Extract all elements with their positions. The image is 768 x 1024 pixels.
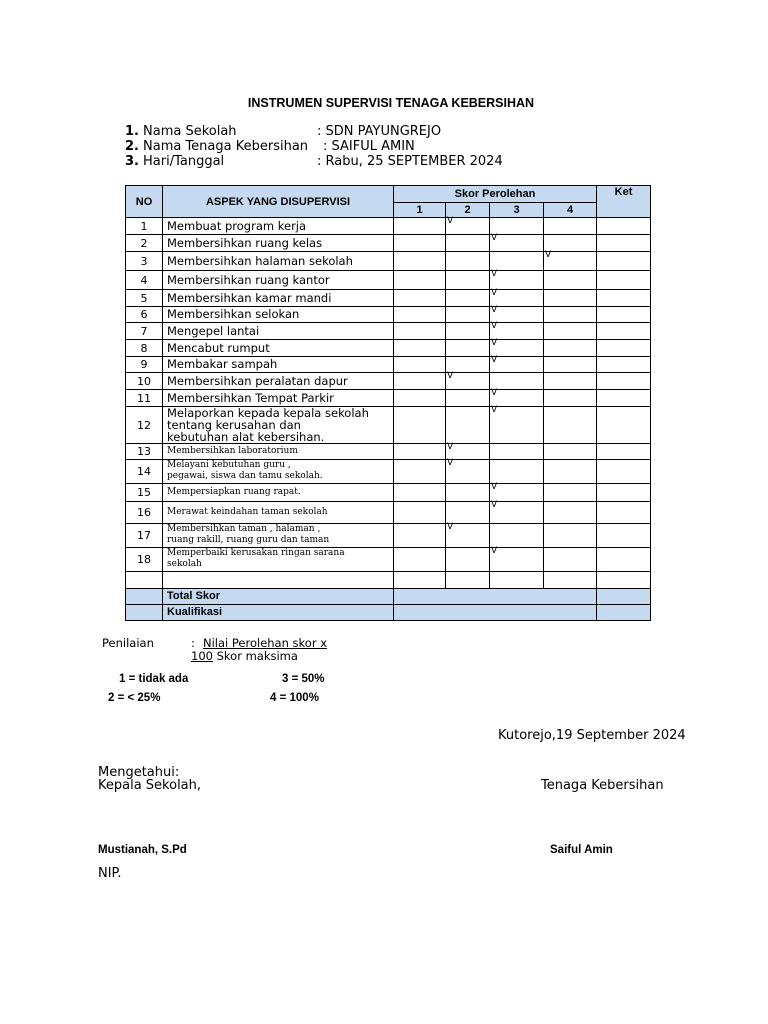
ket-cell [597,290,651,307]
header-score-2: 2 [446,203,490,218]
score-cell-2 [446,235,490,252]
row-number: 5 [126,290,163,307]
ket-cell [597,340,651,357]
score-cell-4 [544,373,597,390]
info-number: 2. [125,139,139,154]
ket-cell [597,390,651,407]
score-cell-1 [394,373,446,390]
score-cell-1 [394,252,446,271]
kualifikasi-row [126,604,651,620]
row-aspek [163,252,394,271]
score-cell-2 [446,523,490,547]
total-row [126,588,651,604]
score-cell-4 [544,390,597,407]
check-mark: V [491,545,498,556]
aspek-line: Membersihkan laboratorium [167,446,298,457]
row-number: 7 [126,323,163,340]
table-row [126,373,651,390]
info-label: Hari/Tanggal [143,154,225,169]
ket-cell [597,523,651,547]
table-row [126,235,651,252]
row-aspek [163,340,394,357]
header-no: NO [126,186,163,218]
score-cell-4 [544,501,597,523]
score-cell-4 [544,547,597,571]
score-cell-1 [394,444,446,460]
ket-cell [597,307,651,323]
score-cell-4 [544,407,597,444]
check-mark: V [447,442,454,453]
table-row [126,483,651,501]
score-cell-2 [446,252,490,271]
score-cell-2 [446,407,490,444]
check-mark: V [491,288,498,298]
score-cell-3 [490,357,544,373]
check-mark: V [545,250,552,260]
score-cell-2 [446,307,490,323]
total-label: Total Skor [163,588,394,604]
score-cell-1 [394,307,446,323]
ket-cell [597,235,651,252]
score-cell-3 [490,501,544,523]
aspek-line: Mengepel lantai [167,323,260,338]
row-number: 2 [126,235,163,252]
check-mark: V [447,371,454,381]
row-aspek [163,357,394,373]
check-mark: V [491,321,498,331]
tenaga-title: Tenaga Kebersihan [541,778,664,793]
check-mark: V [491,338,498,348]
info-number: 3. [125,154,139,169]
info-label: Nama Tenaga Kebersihan [143,139,309,154]
formula-max: Skor maksima [212,649,298,663]
kualifikasi-label: Kualifikasi [163,604,394,620]
score-cell-4 [544,252,597,271]
header-skor: Skor Perolehan [394,186,597,203]
score-cell-4 [544,235,597,252]
check-mark: V [491,269,498,279]
formula-numerator: Nilai Perolehan skor x [203,636,328,650]
kepala-title: Kepala Sekolah, [98,778,202,793]
row-number: 18 [126,547,163,571]
legend-4: 4 = 100% [270,692,319,704]
aspek-line: Membersihkan selokan [167,307,300,322]
table-row [126,501,651,523]
ket-cell [597,460,651,484]
ket-cell [597,407,651,444]
check-mark: V [447,216,454,226]
row-aspek [163,483,394,501]
score-cell-1 [394,523,446,547]
check-mark: V [491,388,498,398]
ket-cell [597,271,651,290]
score-cell-3 [490,483,544,501]
row-number: 3 [126,252,163,271]
aspek-line: Membersihkan taman , halaman , [167,523,321,534]
score-cell-2 [446,483,490,501]
legend-1: 1 = tidak ada [119,673,189,685]
ket-cell [597,547,651,571]
score-cell-3 [490,340,544,357]
score-cell-2 [446,340,490,357]
aspek-line: Merawat keindahan taman sekolah [167,506,328,517]
check-mark: V [491,305,498,315]
aspek-line: sekolah [167,559,202,570]
score-cell-3 [490,460,544,484]
score-cell-3 [490,323,544,340]
header-score-4: 4 [544,203,597,218]
aspek-line: pegawai, siswa dan tamu sekolah. [167,471,323,482]
score-cell-4 [544,483,597,501]
row-number: 9 [126,357,163,373]
score-cell-1 [394,323,446,340]
table-row [126,323,651,340]
check-mark: V [491,499,498,510]
row-number: 16 [126,501,163,523]
row-aspek [163,407,394,444]
ket-cell [597,501,651,523]
table-row [126,307,651,323]
row-number: 6 [126,307,163,323]
check-mark: V [491,355,498,365]
aspek-line: Memperbaiki kerusakan ringan sarana [167,547,345,558]
ket-cell [597,218,651,235]
check-mark: V [491,405,498,415]
aspek-line: Melayani kebutuhan guru , [167,460,291,471]
score-cell-3 [490,407,544,444]
ket-cell [597,373,651,390]
score-cell-3 [490,252,544,271]
score-cell-1 [394,340,446,357]
aspek-line: Membersihkan halaman sekolah [167,253,353,268]
check-mark: V [447,521,454,532]
supervision-table [125,185,651,621]
score-cell-2 [446,290,490,307]
score-cell-2 [446,271,490,290]
mengetahui-label: Mengetahui: [98,765,180,780]
score-cell-2 [446,390,490,407]
table-row [126,340,651,357]
row-number: 8 [126,340,163,357]
info-school-value: : SDN PAYUNGREJO [317,124,442,139]
score-cell-4 [544,340,597,357]
aspek-line: Mempersiapkan ruang rapat. [167,486,301,497]
ket-cell [597,357,651,373]
score-cell-4 [544,357,597,373]
score-cell-3 [490,444,544,460]
aspek-line: kebutuhan alat kebersihan. [167,430,325,444]
row-aspek [163,501,394,523]
score-cell-2 [446,501,490,523]
row-aspek [163,271,394,290]
score-cell-2 [446,373,490,390]
row-aspek [163,290,394,307]
score-cell-3 [490,373,544,390]
row-aspek [163,390,394,407]
score-cell-1 [394,290,446,307]
table-row [126,252,651,271]
check-mark: V [447,458,454,469]
row-aspek [163,523,394,547]
aspek-line: Membersihkan ruang kantor [167,272,330,287]
aspek-line: Membuat program kerja [167,218,307,233]
penilaian-colon: : [191,636,195,650]
nip-label: NIP. [98,866,122,881]
score-cell-3 [490,271,544,290]
score-cell-4 [544,307,597,323]
table-row [126,290,651,307]
table-row [126,460,651,484]
aspek-line: Membersihkan peralatan dapur [167,373,348,388]
score-cell-3 [490,547,544,571]
formula-hundred: 100 [191,649,213,663]
ket-cell [597,323,651,340]
formula-denominator [191,649,298,663]
aspek-line: Membakar sampah [167,357,278,372]
score-cell-2 [446,547,490,571]
score-cell-3 [490,307,544,323]
row-number: 1 [126,218,163,235]
info-staff-value: : SAIFUL AMIN [323,139,415,154]
aspek-line: Membersihkan ruang kelas [167,235,323,250]
row-number: 17 [126,523,163,547]
row-number: 15 [126,483,163,501]
score-cell-1 [394,357,446,373]
row-number: 11 [126,390,163,407]
score-cell-1 [394,218,446,235]
legend-3: 3 = 50% [282,673,325,685]
ket-cell [597,483,651,501]
row-aspek [163,307,394,323]
row-aspek [163,460,394,484]
score-cell-2 [446,460,490,484]
row-number: 12 [126,407,163,444]
score-cell-2 [446,323,490,340]
aspek-line: ruang rakill, ruang guru dan taman [167,535,330,546]
score-cell-1 [394,390,446,407]
empty-row [126,571,651,588]
row-aspek [163,235,394,252]
header-ket: Ket [597,186,651,218]
table-row [126,357,651,373]
score-cell-1 [394,235,446,252]
aspek-line: Membersihkan Tempat Parkir [167,390,334,405]
score-cell-1 [394,407,446,444]
row-number: 13 [126,444,163,460]
score-cell-1 [394,501,446,523]
table-row [126,523,651,547]
document-title: INSTRUMEN SUPERVISI TENAGA KEBERSIHAN [247,96,535,110]
score-cell-1 [394,483,446,501]
penilaian-label: Penilaian [102,636,154,650]
score-cell-3 [490,235,544,252]
info-number: 1. [125,124,139,139]
row-aspek [163,218,394,235]
info-date-value: : Rabu, 25 SEPTEMBER 2024 [317,154,503,169]
score-cell-2 [446,218,490,235]
kepala-name: Mustianah, S.Pd [98,844,187,856]
score-cell-1 [394,460,446,484]
row-aspek [163,547,394,571]
check-mark: V [491,233,498,243]
score-cell-1 [394,271,446,290]
info-staff [125,139,308,154]
aspek-line: Mencabut rumput [167,340,270,355]
ket-cell [597,252,651,271]
score-cell-4 [544,290,597,307]
info-school [125,124,237,139]
aspek-line: tentang kerusahan dan [167,418,301,433]
score-cell-3 [490,390,544,407]
table-row [126,547,651,571]
score-cell-4 [544,218,597,235]
aspek-line: Melaporkan kepada kepala sekolah [167,406,369,420]
header-score-3: 3 [490,203,544,218]
ket-cell [597,444,651,460]
score-cell-4 [544,460,597,484]
row-aspek [163,444,394,460]
table-row [126,218,651,235]
score-cell-4 [544,271,597,290]
score-cell-3 [490,523,544,547]
check-mark: V [491,481,498,492]
row-number: 10 [126,373,163,390]
table-body [126,218,651,572]
header-aspek: ASPEK YANG DISUPERVISI [163,186,394,218]
info-date [125,154,224,169]
row-number: 4 [126,271,163,290]
place-date: Kutorejo,19 September 2024 [498,728,686,743]
score-cell-1 [394,547,446,571]
score-cell-3 [490,218,544,235]
tenaga-name: Saiful Amin [550,844,613,856]
score-cell-4 [544,323,597,340]
table-row [126,390,651,407]
row-aspek [163,323,394,340]
table-row [126,444,651,460]
score-cell-3 [490,290,544,307]
aspek-line: Membersihkan kamar mandi [167,290,332,305]
row-aspek [163,373,394,390]
legend-2: 2 = < 25% [108,692,161,704]
info-label: Nama Sekolah [143,124,237,139]
table-row [126,271,651,290]
table-row [126,407,651,444]
header-score-1: 1 [394,203,446,218]
score-cell-4 [544,444,597,460]
row-number: 14 [126,460,163,484]
score-cell-4 [544,523,597,547]
